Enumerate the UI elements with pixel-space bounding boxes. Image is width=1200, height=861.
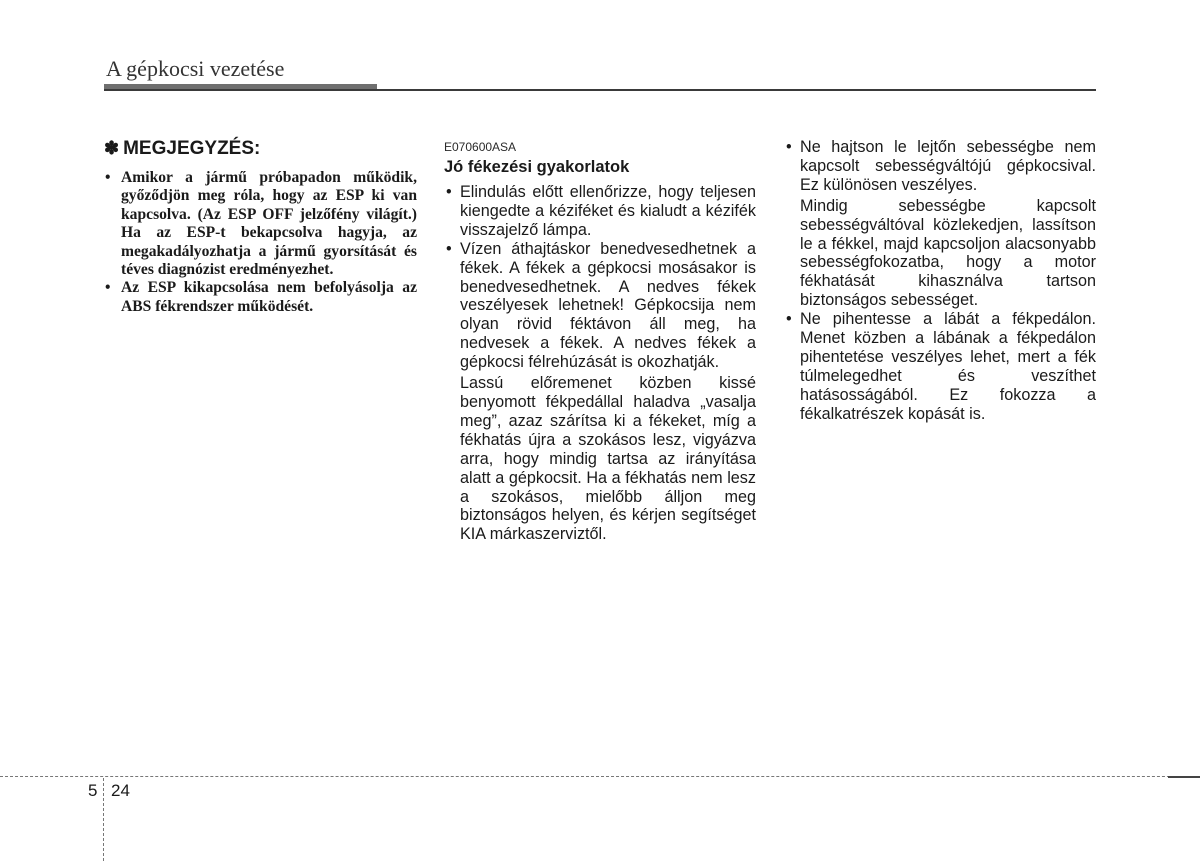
list-item <box>444 240 756 545</box>
list-item-paragraph: Mindig sebességbe kapcsolt sebességváltóval közlekedjen, lassítson le a fékkel, majd kapcsoljon alacsonyabb sebességfokozatba, hogy a motor fékhatását kihasználva tartson biztonságos sebességet. <box>800 196 1096 310</box>
note-heading-label: MEGJEGYZÉS: <box>123 138 261 159</box>
list-item <box>444 183 756 240</box>
note-heading <box>104 138 417 160</box>
page-number: 24 <box>111 781 130 800</box>
section-title: Jó fékezési gyakorlatok <box>444 158 630 176</box>
note-item: • Az ESP kikapcsolása nem befolyásolja az ABS fékrendszer működését. <box>104 279 417 316</box>
list-item-paragraph: • Ne hajtson le lejtőn sebességbe nem kapcsolt sebességváltójú gépkocsival. Ez különösen veszélyes. <box>800 138 1096 194</box>
note-box <box>104 138 417 316</box>
footer-vertical-divider <box>103 778 104 861</box>
header-divider <box>104 89 1096 91</box>
section-list-continued <box>784 138 1096 424</box>
list-item-paragraph: Lassú előremenet közben kissé benyomott fékpedállal haladva „vasalja meg”, azaz szárítsa ki a fékeket, míg a fékhatás újra a szokásos lesz, vigyázva arra, hogy mindig tartsa az irányítása alatt a gépkocsit. Ha a fékhatás nem lesz a szokásos, mielőbb álljon meg biztonságos helyen, és kérjen segítséget KIA márkaszerviztől. <box>460 374 756 544</box>
section-list <box>444 183 756 544</box>
list-item-paragraph: • Ne pihentesse a lábát a fékpedálon. Menet közben a lábának a fékpedálon pihentetése veszélyes lehet, mert a fék túlmelegedhet és veszíthet hatásosságából. Ez fokozza a fékalkatrészek kopását is. <box>800 310 1096 423</box>
note-item: • Amikor a jármű próbapadon működik, győződjön meg róla, hogy az ESP ki van kapcsolva. (Az ESP OFF jelzőfény világít.) Ha az ESP-t bekapcsolva hagyja, az megakadályozhatja a jármű gyorsítását és téves diagnózist eredményezhet. <box>104 169 417 279</box>
list-item-paragraph: • Vízen áthajtáskor benedvesedhetnek a fékek. A fékek a gépkocsi mosásakor is benedvesedhetnek. A nedves fékek veszélyesek lehetnek! Gépkocsija nem olyan rövid féktávon áll meg, ha nedvesek a fékek. A nedves fékek a gépkocsi félrehúzását is okozhatják. <box>460 239 756 372</box>
section-column-2 <box>784 138 1096 424</box>
page-header-title: A gépkocsi vezetése <box>106 56 285 81</box>
list-item <box>784 310 1096 423</box>
footer-accent <box>1168 776 1200 778</box>
chapter-number: 5 <box>88 781 98 800</box>
footer-divider <box>0 776 1200 777</box>
section-column-1 <box>444 140 756 544</box>
note-star-icon: ✽ <box>104 138 120 158</box>
note-list <box>104 169 417 316</box>
list-item <box>784 138 1096 310</box>
list-item-paragraph: • Elindulás előtt ellenőrizze, hogy teljesen kiengedte a kéziféket és kialudt a kézifék visszajelző lámpa. <box>460 183 756 239</box>
section-code: E070600ASA <box>444 140 517 154</box>
